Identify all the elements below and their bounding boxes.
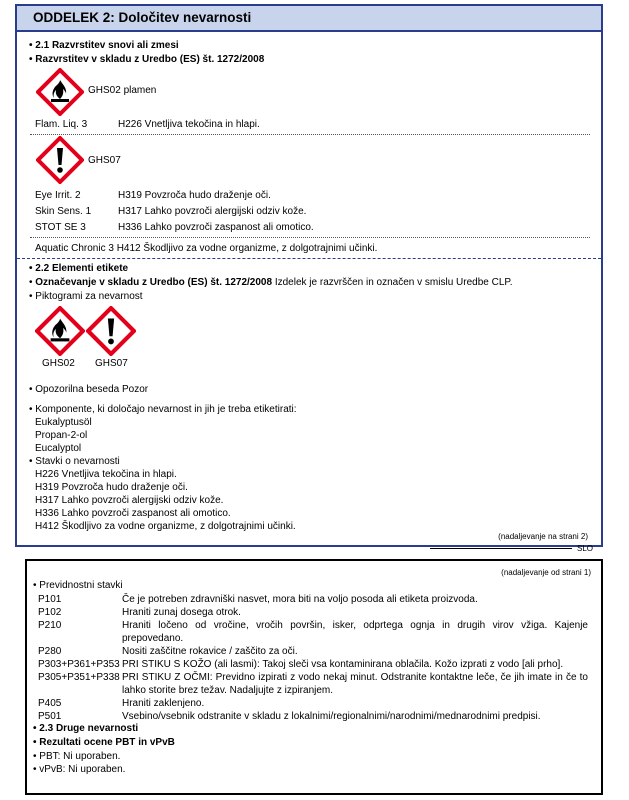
pictograms-title-row: • Piktogrami za nevarnost xyxy=(29,291,143,302)
pictogram-ghs02-flame-icon xyxy=(35,306,85,356)
flam-statement: H226 Vnetljiva tekočina in hlapi. xyxy=(118,119,260,130)
s21-subtitle-row: • Razvrstitev v skladu z Uredbo (ES) št. 1272/2008 xyxy=(29,54,265,65)
vpvb-row: • vPvB: Ni uporaben. xyxy=(33,764,126,775)
precaution-code: P280 xyxy=(38,646,62,657)
stmt-row-1: H317 Lahko povzroči alergijski odziv kože. xyxy=(118,206,307,217)
vpvb-value: vPvB: Ni uporaben. xyxy=(39,764,126,775)
precaution-code: P405 xyxy=(38,698,62,709)
section-title: ODDELEK 2: Določitev nevarnosti xyxy=(33,10,252,25)
precaution-text-continued: prepovedano. xyxy=(122,633,184,644)
continued-from-note: (nadaljevanje od strani 1) xyxy=(501,568,591,577)
precaution-code: P303+P361+P353 xyxy=(38,659,120,670)
pbt-title: Rezultati ocene PBT in vPvB xyxy=(39,737,175,748)
pictogram-ghs02-label: GHS02 xyxy=(42,358,75,369)
statement-item: H319 Povzroča hudo draženje oči. xyxy=(35,482,188,493)
ghs07-exclamation-icon xyxy=(36,136,84,184)
statement-item: H317 Lahko povzroči alergijski odziv kože. xyxy=(35,495,224,506)
language-code: SLO xyxy=(577,544,594,553)
signal-word: Opozorilna beseda Pozor xyxy=(35,384,149,395)
precaution-code: P102 xyxy=(38,607,62,618)
precaution-code: P305+P351+P338 xyxy=(38,672,120,683)
s22-label-rest: Izdelek je razvrščen in označen v smislu Uredbe CLP. xyxy=(272,277,513,288)
component-item: Propan-2-ol xyxy=(35,430,88,441)
ghs02-label: GHS02 plamen xyxy=(88,85,157,96)
s23-title: 2.3 Druge nevarnosti xyxy=(39,723,139,734)
precaution-text: PRI STIKU S KOŽO (ali lasmi): Takoj sleči vsa kontaminirana oblačila. Kožo izprati z vodo [ali prho]. xyxy=(122,659,564,670)
precaution-text: Nositi zaščitne rokavice / zaščito za oči. xyxy=(122,646,298,657)
s22-title: 2.2 Elementi etikete xyxy=(35,263,129,274)
ghs02-flame-icon xyxy=(36,68,84,116)
s22-title-row: • 2.2 Elementi etikete xyxy=(29,263,129,274)
pictograms-title: Piktogrami za nevarnost xyxy=(35,291,143,302)
precaution-code: P101 xyxy=(38,594,62,605)
precaution-code: P210 xyxy=(38,620,62,631)
statements-title: Stavki o nevarnosti xyxy=(35,456,120,467)
s21-title-row: • 2.1 Razvrstitev snovi ali zmesi xyxy=(29,40,179,51)
pbt-value: PBT: Ni uporaben. xyxy=(39,751,121,762)
footer-rule xyxy=(430,548,572,549)
continued-next-note: (nadaljevanje na strani 2) xyxy=(498,532,588,541)
section-header xyxy=(17,6,601,32)
components-title-row: • Komponente, ki določajo nevarnost in jih je treba etiketirati: xyxy=(29,404,297,415)
statements-title-row: • Stavki o nevarnosti xyxy=(29,456,120,467)
statement-item: H336 Lahko povzroči zaspanost ali omotico. xyxy=(35,508,231,519)
pbt-row: • PBT: Ni uporaben. xyxy=(33,751,121,762)
stmt-row-2: H336 Lahko povzroči zaspanost ali omotico. xyxy=(118,222,314,233)
class-row-2: STOT SE 3 xyxy=(35,222,86,233)
divider-dotted xyxy=(30,237,590,238)
pbt-title-row: • Rezultati ocene PBT in vPvB xyxy=(33,737,175,748)
statement-item: H412 Škodljivo za vodne organizme, z dolgotrajnimi učinki. xyxy=(35,521,296,532)
components-title: Komponente, ki določajo nevarnost in jih je treba etiketirati: xyxy=(35,404,297,415)
class-row-0: Eye Irrit. 2 xyxy=(35,190,81,201)
section-divider-dashed xyxy=(17,258,601,259)
s21-title: 2.1 Razvrstitev snovi ali zmesi xyxy=(35,40,179,51)
s23-title-row: • 2.3 Druge nevarnosti xyxy=(33,723,139,734)
flam-class: Flam. Liq. 3 xyxy=(35,119,88,130)
precaution-code: P501 xyxy=(38,711,62,722)
aquatic-statement: Aquatic Chronic 3 H412 Škodljivo za vodne organizme, z dolgotrajnimi učinki. xyxy=(35,243,378,254)
pictogram-ghs07-exclamation-icon xyxy=(86,306,136,356)
stmt-row-0: H319 Povzroča hudo draženje oči. xyxy=(118,190,271,201)
precaution-title-row: • Previdnostni stavki xyxy=(33,580,123,591)
precaution-title: Previdnostni stavki xyxy=(39,580,123,591)
s22-label-bold: Označevanje v skladu z Uredbo (ES) št. 1272/2008 xyxy=(35,277,273,288)
precaution-text: Hraniti zunaj dosega otrok. xyxy=(122,607,241,618)
ghs07-label: GHS07 xyxy=(88,155,121,166)
precaution-text: PRI STIKU Z OČMI: Previdno izpirati z vodo nekaj minut. Odstranite kontaktne leče, če jih imate in če to xyxy=(122,672,588,683)
pictogram-ghs07-label: GHS07 xyxy=(95,358,128,369)
precaution-text: Vsebino/vsebnik odstranite v skladu z lokalnimi/regionalnimi/narodnimi/mednarodnimi predpisi. xyxy=(122,711,541,722)
divider-dotted xyxy=(30,134,590,135)
class-row-1: Skin Sens. 1 xyxy=(35,206,92,217)
s22-label-row: • Označevanje v skladu z Uredbo (ES) št. 1272/2008 Izdelek je razvrščen in označen v smislu Uredbe CLP. xyxy=(29,277,513,288)
precaution-text: Če je potreben zdravniški nasvet, mora biti na voljo posoda ali etiketa proizvoda. xyxy=(122,594,478,605)
precaution-text: Hraniti zaklenjeno. xyxy=(122,698,205,709)
signal-word-row: • Opozorilna beseda Pozor xyxy=(29,384,149,395)
s21-subtitle: Razvrstitev v skladu z Uredbo (ES) št. 1272/2008 xyxy=(35,54,265,65)
component-item: Eucalyptol xyxy=(35,443,82,454)
precaution-text-continued: lahko storite brez težav. Nadaljujte z izpiranjem. xyxy=(122,685,334,696)
precaution-text: Hraniti ločeno od vročine, vročih površin, isker, odprtega ognja in drugih virov vžiga. Kajenje xyxy=(122,620,588,631)
component-item: Eukalyptusöl xyxy=(35,417,92,428)
statement-item: H226 Vnetljiva tekočina in hlapi. xyxy=(35,469,177,480)
